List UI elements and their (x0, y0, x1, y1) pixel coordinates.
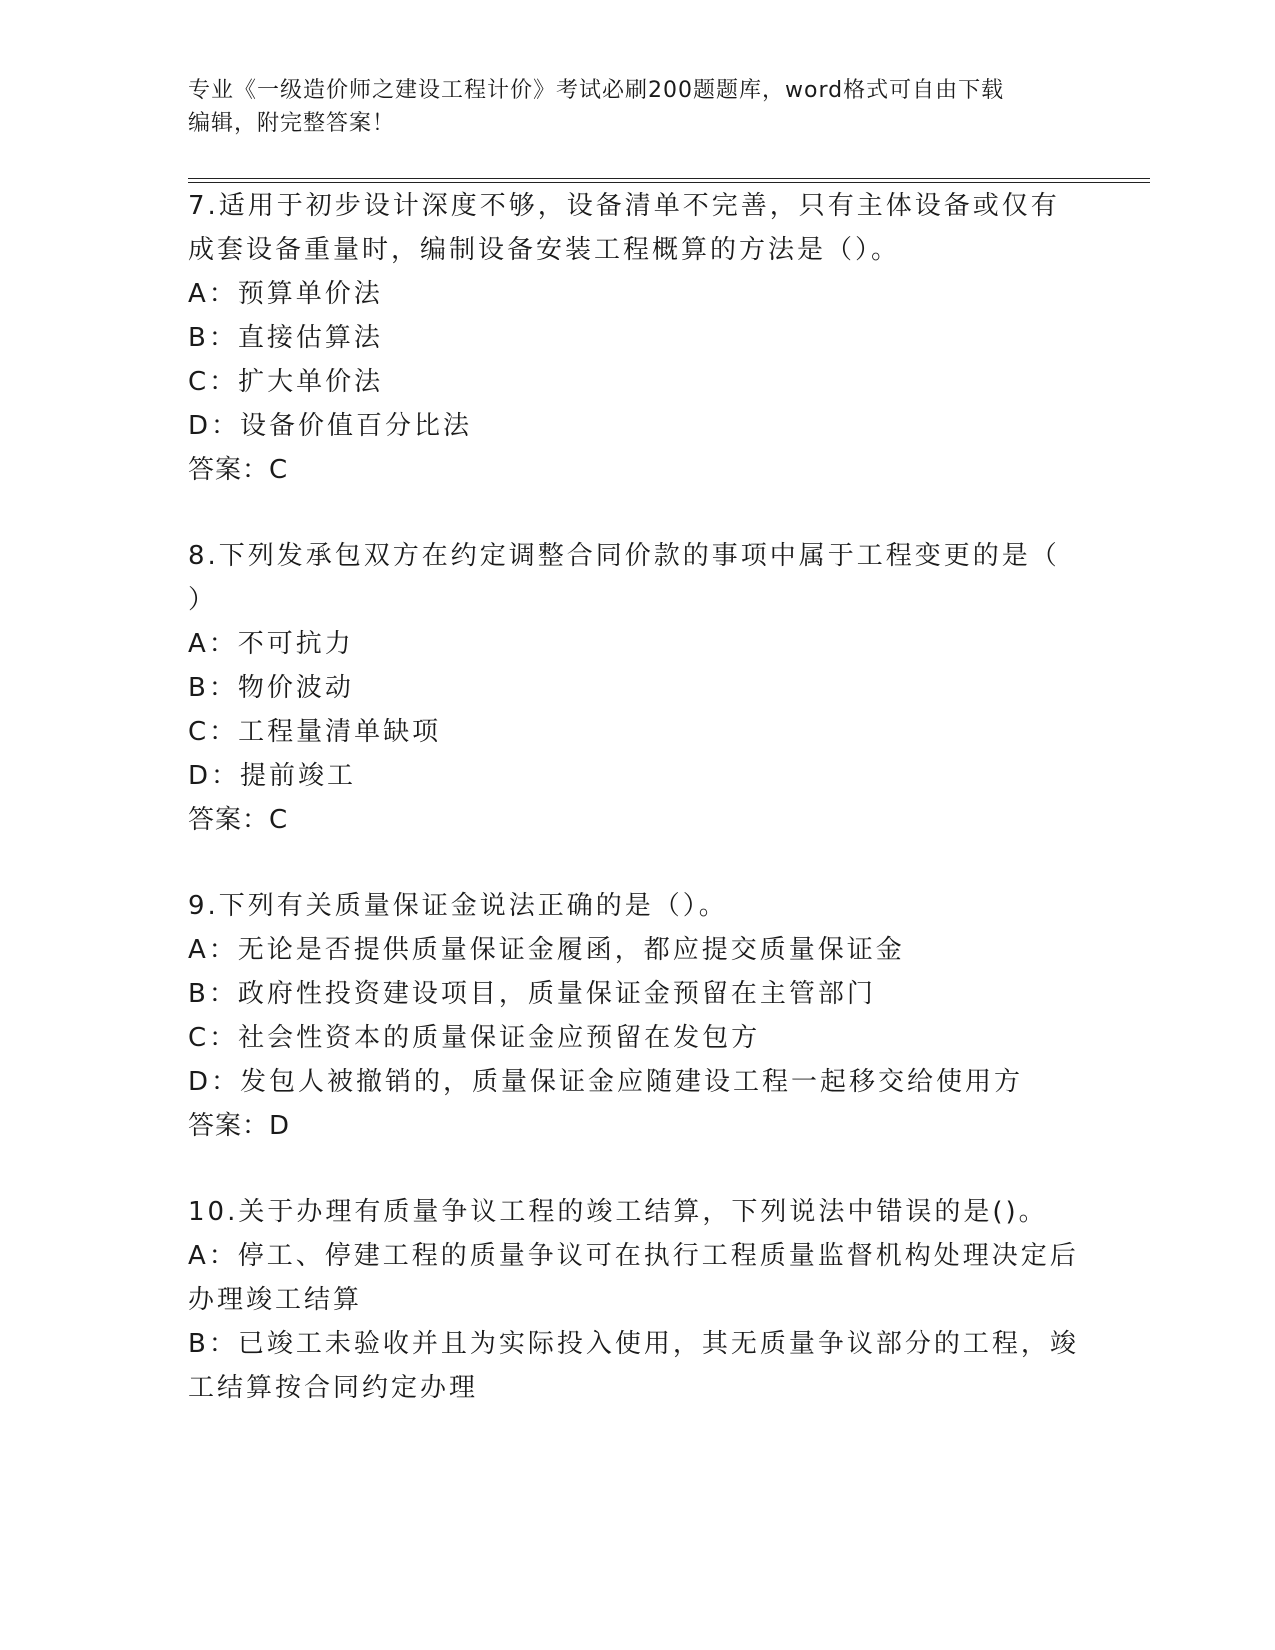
question-9-answer: 答案：D (188, 1111, 291, 1141)
question-10-stem-line-1: 10.关于办理有质量争议工程的竣工结算，下列说法中错误的是()。 (188, 1197, 1048, 1227)
question-8-stem-line-1: 8.下列发承包双方在约定调整合同价款的事项中属于工程变更的是（ (188, 541, 1060, 571)
question-10-option-b-line-2: 工结算按合同约定办理 (188, 1373, 479, 1403)
question-10-option-a-line-2: 办理竣工结算 (188, 1285, 363, 1315)
question-8-option-a: A：不可抗力 (188, 629, 354, 659)
question-7-answer: 答案：C (188, 455, 289, 485)
question-7-option-d: D：设备价值百分比法 (188, 411, 473, 441)
question-8-option-d: D：提前竣工 (188, 761, 357, 791)
header-divider-bottom (188, 182, 1150, 183)
question-8-option-c: C：工程量清单缺项 (188, 717, 442, 747)
question-8-stem-line-2: ） (188, 585, 218, 615)
header-line-2: 编辑，附完整答案！ (188, 111, 396, 136)
question-9-option-a: A：无论是否提供质量保证金履函，都应提交质量保证金 (188, 935, 905, 965)
question-8-answer: 答案：C (188, 805, 289, 835)
question-9-option-b: B：政府性投资建设项目，质量保证金预留在主管部门 (188, 979, 876, 1009)
question-7-option-c: C：扩大单价法 (188, 367, 384, 397)
question-7-option-a: A：预算单价法 (188, 279, 383, 309)
header-divider-top (188, 178, 1150, 179)
document-header (188, 74, 1068, 140)
header-line-1: 专业《一级造价师之建设工程计价》考试必刷200题题库，word格式可自由下载 (188, 78, 1005, 103)
question-7-option-b: B：直接估算法 (188, 323, 383, 353)
question-9-option-d: D：发包人被撤销的，质量保证金应随建设工程一起移交给使用方 (188, 1067, 1024, 1097)
question-10-option-b-line-1: B：已竣工未验收并且为实际投入使用，其无质量争议部分的工程，竣 (188, 1329, 1079, 1359)
question-10-option-a-line-1: A：停工、停建工程的质量争议可在执行工程质量监督机构处理决定后 (188, 1241, 1079, 1271)
question-8-option-b: B：物价波动 (188, 673, 354, 703)
question-9-stem-line-1: 9.下列有关质量保证金说法正确的是（）。 (188, 891, 728, 921)
question-9-option-c: C：社会性资本的质量保证金应预留在发包方 (188, 1023, 761, 1053)
question-7-stem-line-2: 成套设备重量时，编制设备安装工程概算的方法是（）。 (188, 235, 901, 265)
question-7-stem-line-1: 7.适用于初步设计深度不够，设备清单不完善，只有主体设备或仅有 (188, 191, 1060, 221)
